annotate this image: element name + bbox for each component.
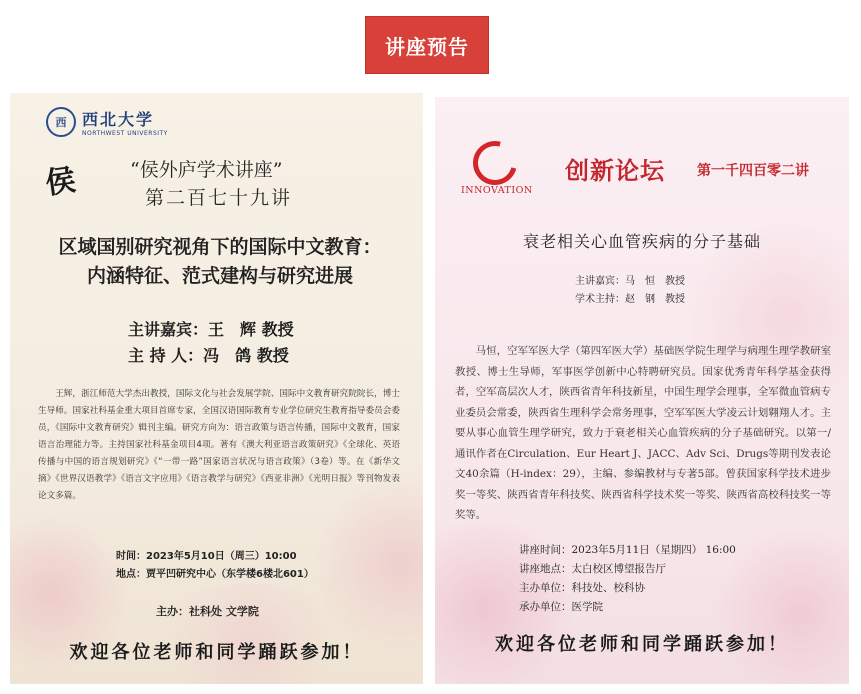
- lecture-title-line1: 区域国别研究视角下的国际中文教育：: [58, 236, 382, 258]
- host: 主 持 人：冯 鸽 教授: [128, 346, 289, 365]
- forum-name: 创新论坛: [565, 156, 665, 185]
- organizer: 主办单位：科技处、校科协: [519, 582, 645, 594]
- series-title: “侯外庐学术讲座”: [130, 159, 283, 181]
- university-seal-icon: 西: [46, 107, 76, 137]
- event-place: 讲座地点：太白校区博望报告厅: [519, 563, 666, 575]
- organizer: 主办：社科处 文学院: [156, 605, 259, 618]
- host: 学术主持：赵 钢 教授: [575, 294, 685, 305]
- event-info: [519, 541, 819, 617]
- lecture-title: [30, 233, 410, 291]
- event-time: 时间：2023年5月10日（周三）10:00: [116, 551, 297, 562]
- lecture-title: 衰老相关心血管疾病的分子基础: [522, 232, 761, 251]
- co-organizer: 承办单位：医学院: [519, 601, 603, 613]
- speaker: 主讲嘉宾：马 恒 教授: [575, 276, 685, 287]
- forum-number: 第一千四百零二讲: [697, 163, 809, 179]
- event-info: [116, 548, 396, 584]
- lecture-title-line2: 内涵特征、范式建构与研究进展: [86, 265, 353, 287]
- speaker-block: [128, 317, 358, 369]
- university-name-cn: 西北大学: [82, 110, 155, 129]
- welcome-text: 欢迎各位老师和同学踊跃参加！: [495, 634, 789, 655]
- event-place: 地点：贾平凹研究中心（东学楼6楼北601）: [116, 569, 314, 580]
- speaker-block: [575, 273, 805, 309]
- event-time: 讲座时间：2023年5月11日（星期四） 16:00: [519, 544, 736, 556]
- university-name-en: NORTHWEST UNIVERSITY: [82, 130, 168, 137]
- innovation-logo-text: INNOVATION: [461, 185, 533, 196]
- speaker-bio: 王辉，浙江师范大学杰出教授，国际文化与社会发展学院、国际中文教育研究院院长，博士生导师。国家社科基金重大项目首席专家，全国汉语国际教育专业学位研究生教育指导委员会委员，《国际中文教育研究》辑刊主编。研究方向为：语言政策与语言传播，国际中文教育，国家语言治理能力等。主持国家社科基金项目4项。著有《澳大利亚语言政策研究》《全球化、英语传播与中国的语言规划研究》《“一带一路”国家语言状况与语言政策》（3卷）等。在《新华文摘》《世界汉语教学》《语言文字应用》《语言教学与研究》《西亚非洲》《光明日报》等刊物发表论文多篇。: [38, 389, 400, 501]
- lecture-preview-banner: 讲座预告: [365, 16, 489, 74]
- welcome-text: 欢迎各位老师和同学踊跃参加！: [69, 642, 364, 663]
- left-poster: [10, 93, 423, 684]
- speaker-bio: 马恒，空军军医大学（第四军医大学）基础医学院生理学与病理生理学教研室教授、博士生导师，军事医学创新中心特聘研究员。国家优秀青年科学基金获得者，空军高层次人才，陕西省青年科技新星，中国生理学会理事，全军微血管病专业委员会常委，陕西省生理科学会常务理事，空军军医大学凌云计划翱翔人才。主要从事心血管生理学研究，致力于衰老相关心血管疾病的分子基础研究。以第一/通讯作者在Circulation、Eur Heart J、JACC、Adv Sci、Drugs等期刊发表论文40余篇（H-index：29），主编、参编教材与专著5部。曾获国家科学技术进步奖一等奖、陕西省青年科技奖、陕西省科学技术奖一等奖、陕西省高校科技奖一等奖等。: [455, 345, 831, 521]
- right-poster: [435, 97, 849, 684]
- speaker: 主讲嘉宾：王 辉 教授: [128, 320, 294, 339]
- series-number: 第二百七十九讲: [145, 187, 293, 209]
- university-logo: [46, 107, 168, 137]
- calligraphy-logo-icon: 侯: [43, 162, 78, 202]
